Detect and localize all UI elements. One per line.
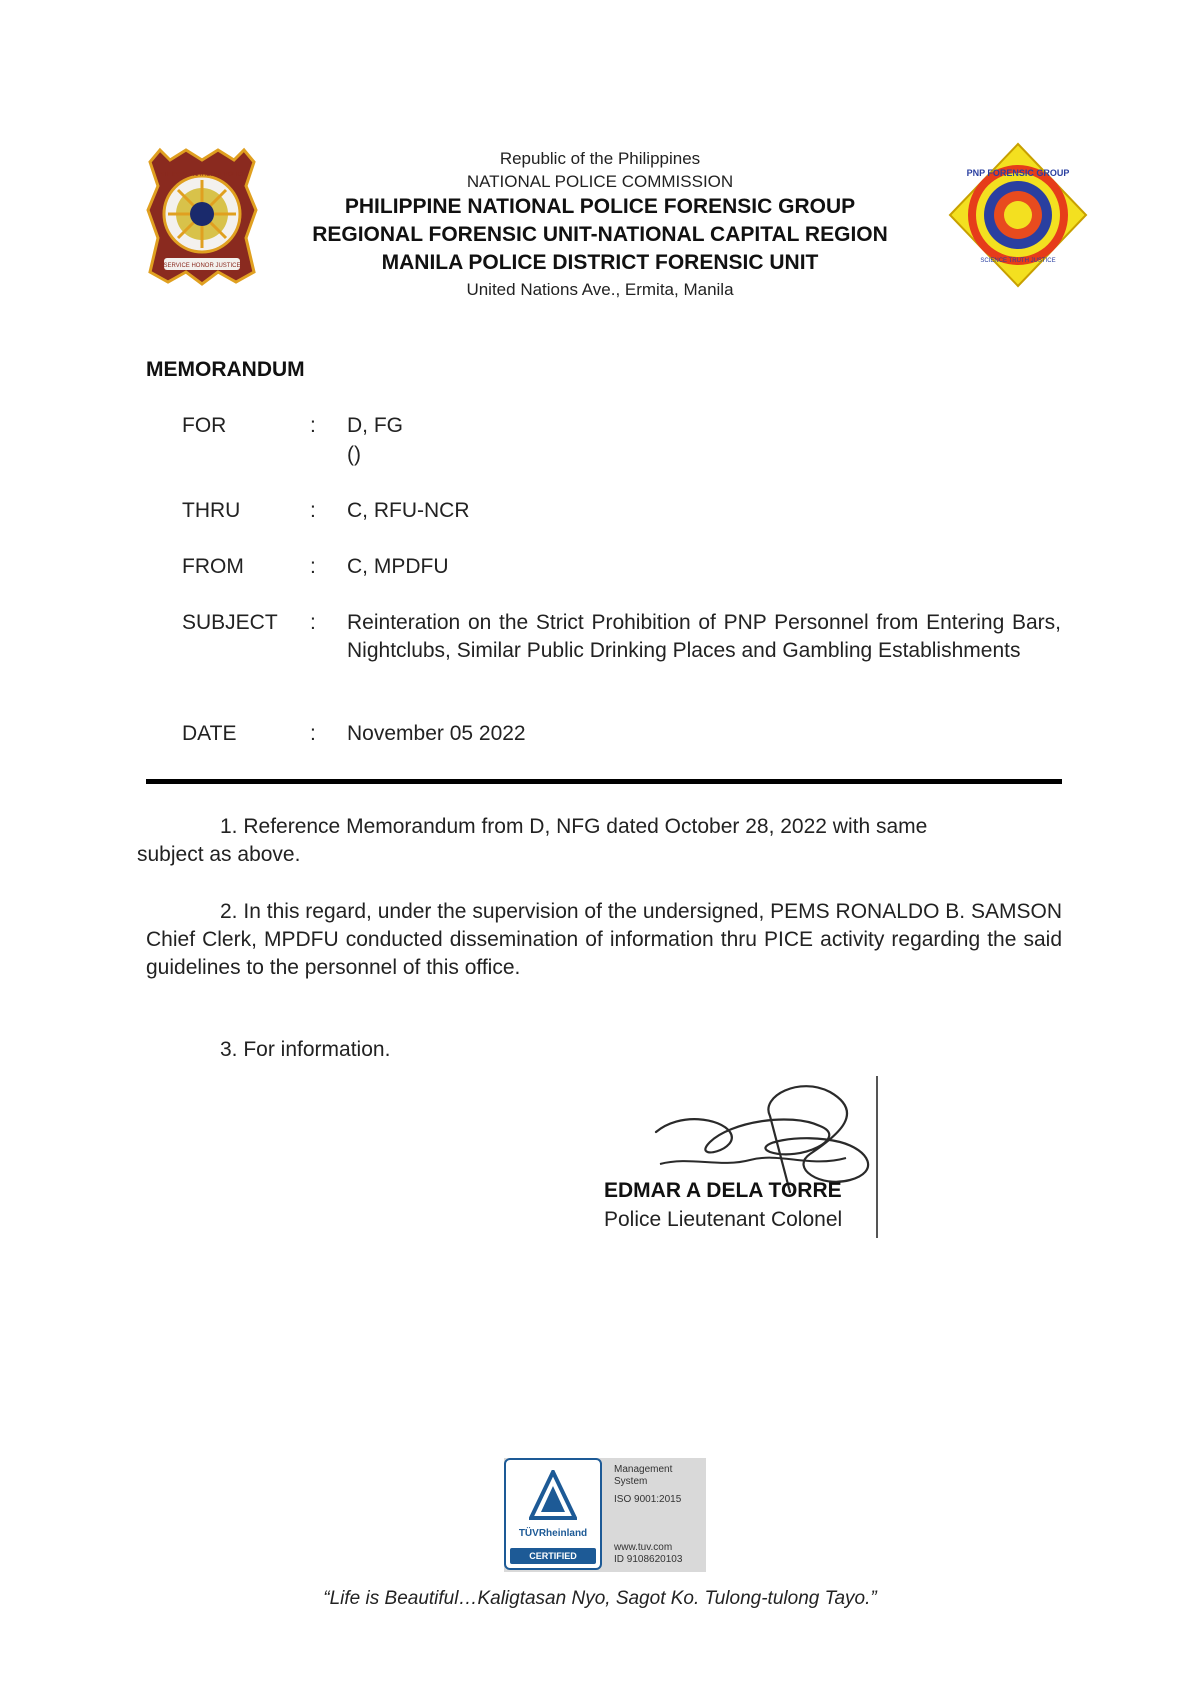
signatory-name: EDMAR A DELA TORRE: [604, 1179, 842, 1202]
from-label: FROM: [182, 555, 244, 578]
header-mpdfu: MANILA POLICE DISTRICT FORENSIC UNIT: [381, 251, 819, 274]
paragraph-3: 3. For information.: [220, 1038, 391, 1061]
iso-website: www.tuv.com: [614, 1542, 673, 1553]
header-napolcom: NATIONAL POLICE COMMISSION: [466, 172, 734, 191]
iso-standard: ISO 9001:2015: [614, 1494, 682, 1505]
pnp-seal-motto: SERVICE HONOR JUSTICE: [163, 263, 241, 269]
date-colon: :: [310, 722, 316, 745]
thru-label: THRU: [182, 499, 241, 522]
footer-motto: “Life is Beautiful…Kaligtasan Nyo, Sagot Ko. Tulong-tulong Tayo.”: [323, 1588, 877, 1609]
paragraph-2: 2. In this regard, under the supervision of the undersigned, PEMS RONALDO B. SAMSON Chief Clerk, MPDFU conducted dissemination of information thru PICE activity regarding the said guidelines to the personnel of this office.: [146, 900, 1062, 979]
fg-seal-text: PNP FORENSIC GROUP: [966, 168, 1070, 178]
tuv-logo-tile: [504, 1458, 602, 1570]
iso-id: ID 9108620103: [614, 1554, 683, 1565]
for-value-secondary: (): [347, 443, 361, 466]
date-label: DATE: [182, 722, 237, 745]
header-republic: Republic of the Philippines: [499, 149, 701, 168]
iso-certification-badge: [504, 1458, 706, 1572]
thru-colon: :: [310, 499, 316, 522]
pnp-seal-text: PHILIPPINE NATIONAL POLICE: [158, 172, 246, 178]
from-value: C, MPDFU: [347, 555, 449, 578]
for-label: FOR: [182, 414, 227, 437]
certified-label: CERTIFIED: [510, 1548, 596, 1564]
tuv-triangle-icon: [529, 1470, 577, 1522]
for-value: D, FG: [347, 414, 403, 437]
iso-management: Management: [614, 1464, 673, 1475]
header-pnp-fg: PHILIPPINE NATIONAL POLICE FORENSIC GROUP: [344, 195, 856, 218]
paragraph-1-rest: subject as above.: [137, 843, 301, 866]
thru-value: C, RFU-NCR: [347, 499, 470, 522]
from-colon: :: [310, 555, 316, 578]
header-address: United Nations Ave., Ermita, Manila: [466, 280, 734, 299]
header-rfu-ncr: REGIONAL FORENSIC UNIT-NATIONAL CAPITAL REGION: [312, 223, 888, 246]
signatory-rank: Police Lieutenant Colonel: [604, 1208, 843, 1231]
iso-system: System: [614, 1476, 648, 1487]
tuv-label: TÜVRheinland: [518, 1528, 588, 1539]
header-divider: [146, 779, 1062, 784]
for-colon: :: [310, 414, 316, 437]
date-value: November 05 2022: [347, 722, 526, 745]
subject-value: Reinteration on the Strict Prohibition of PNP Personnel from Entering Bars, Nightclubs, Similar Public Drinking Places and Gambling Establishments: [347, 611, 1061, 662]
paragraph-1-first-line: 1. Reference Memorandum from D, NFG dated October 28, 2022 with same: [220, 815, 928, 838]
fg-seal-motto: SCIENCE TRUTH JUSTICE: [980, 258, 1056, 264]
subject-colon: :: [310, 611, 316, 634]
memo-title: MEMORANDUM: [146, 358, 305, 381]
subject-label: SUBJECT: [182, 611, 278, 634]
